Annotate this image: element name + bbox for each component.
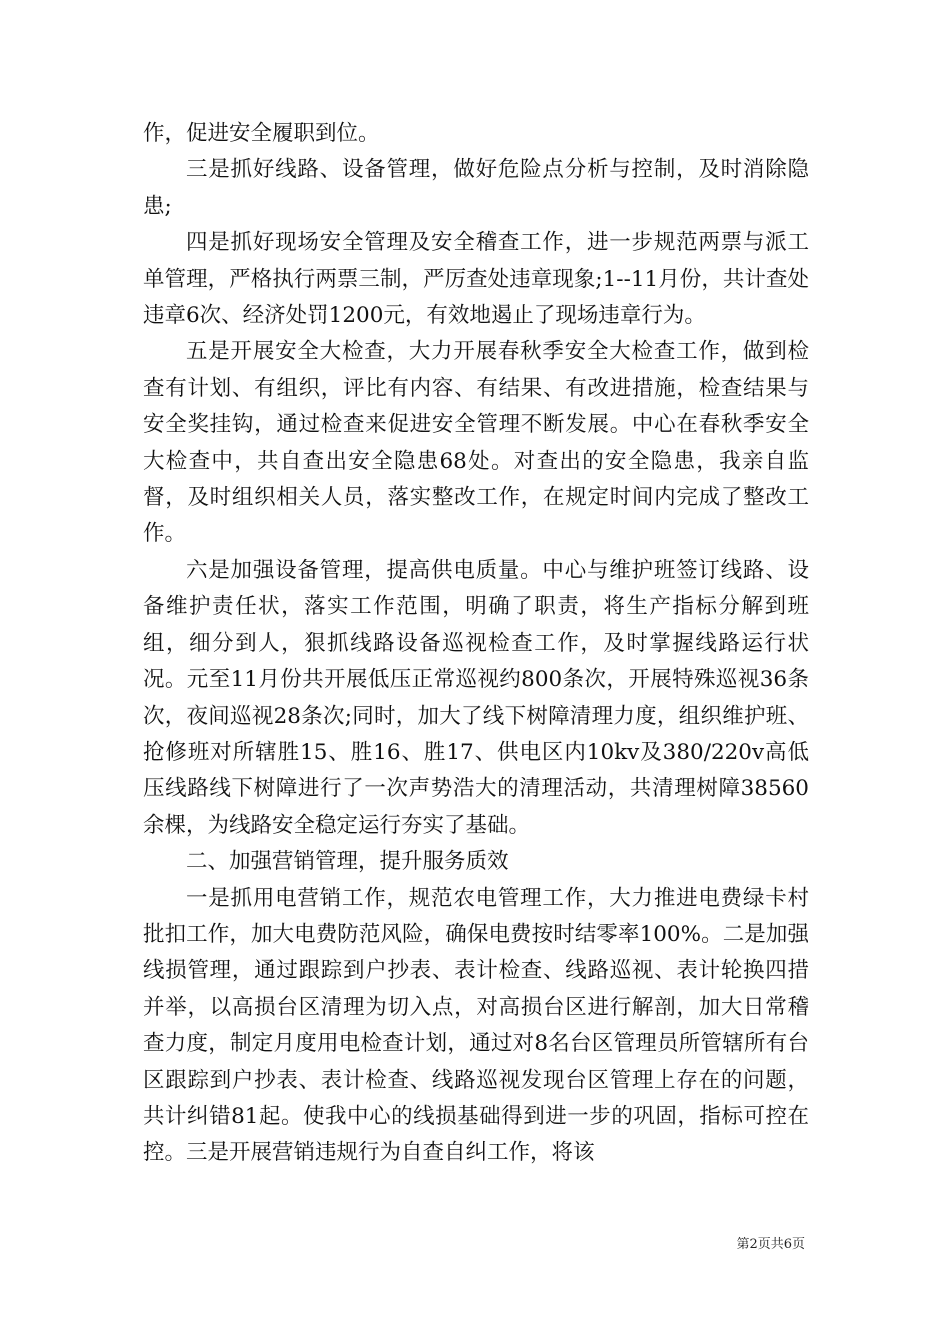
paragraph-item-three: 三是抓好线路、设备管理，做好危险点分析与控制，及时消除隐患; (143, 157, 809, 219)
paragraph-item-five: 五是开展安全大检查，大力开展春秋季安全大检查工作，做到检查有计划、有组织，评比有内容、有结果、有改进措施，检查结果与安全奖挂钩，通过检查来促进安全管理不断发展。中心在春秋季安全大检查中，共自查出安全隐患68处。对查出的安全隐患，我亲自监督，及时组织相关人员，落实整改工作，在规定时间内完成了整改工作。 (143, 339, 809, 547)
page-number-footer: 第2页共6页 (736, 1237, 805, 1252)
section-heading-marketing: 二、加强营销管理，提升服务质效 (186, 849, 509, 875)
paragraph-marketing-items: 一是抓用电营销工作，规范农电管理工作，大力推进电费绿卡村批扣工作，加大电费防范风险，确保电费按时结零率100%。二是加强线损管理，通过跟踪到户抄表、表计检查、线路巡视、表计轮换四措并举，以高损台区清理为切入点，对高损台区进行解剖，加大日常稽查力度，制定月度用电检查计划，通过对8名台区管理员所管辖所有台区跟踪到户抄表、表计检查、线路巡视发现台区管理上存在的问题，共计纠错81起。使我中心的线损基础得到进一步的巩固，指标可控在控。三是开展营销违规行为自查自纠工作，将该 (143, 885, 809, 1166)
paragraph-item-six: 六是加强设备管理，提高供电质量。中心与维护班签订线路、设备维护责任状，落实工作范围，明确了职责，将生产指标分解到班组，细分到人，狠抓线路设备巡视检查工作，及时掌握线路运行状况。元至11月份共开展低压正常巡视约800条次，开展特殊巡视36条次，夜间巡视28条次;同时，加大了线下树障清理力度，组织维护班、抢修班对所辖胜15、胜16、胜17、供电区内10kv及380/220v高低压线路线下树障进行了一次声势浩大的清理活动，共清理树障38560余棵，为线路安全稳定运行夯实了基础。 (143, 557, 809, 838)
paragraph-continuation: 作，促进安全履职到位。 (143, 121, 380, 146)
paragraph-item-four: 四是抓好现场安全管理及安全稽查工作，进一步规范两票与派工单管理，严格执行两票三制，严厉查处违章现象;1--11月份，共计查处违章6次、经济处罚1200元，有效地遏止了现场违章行为。 (143, 230, 809, 329)
document-body (143, 116, 809, 1172)
